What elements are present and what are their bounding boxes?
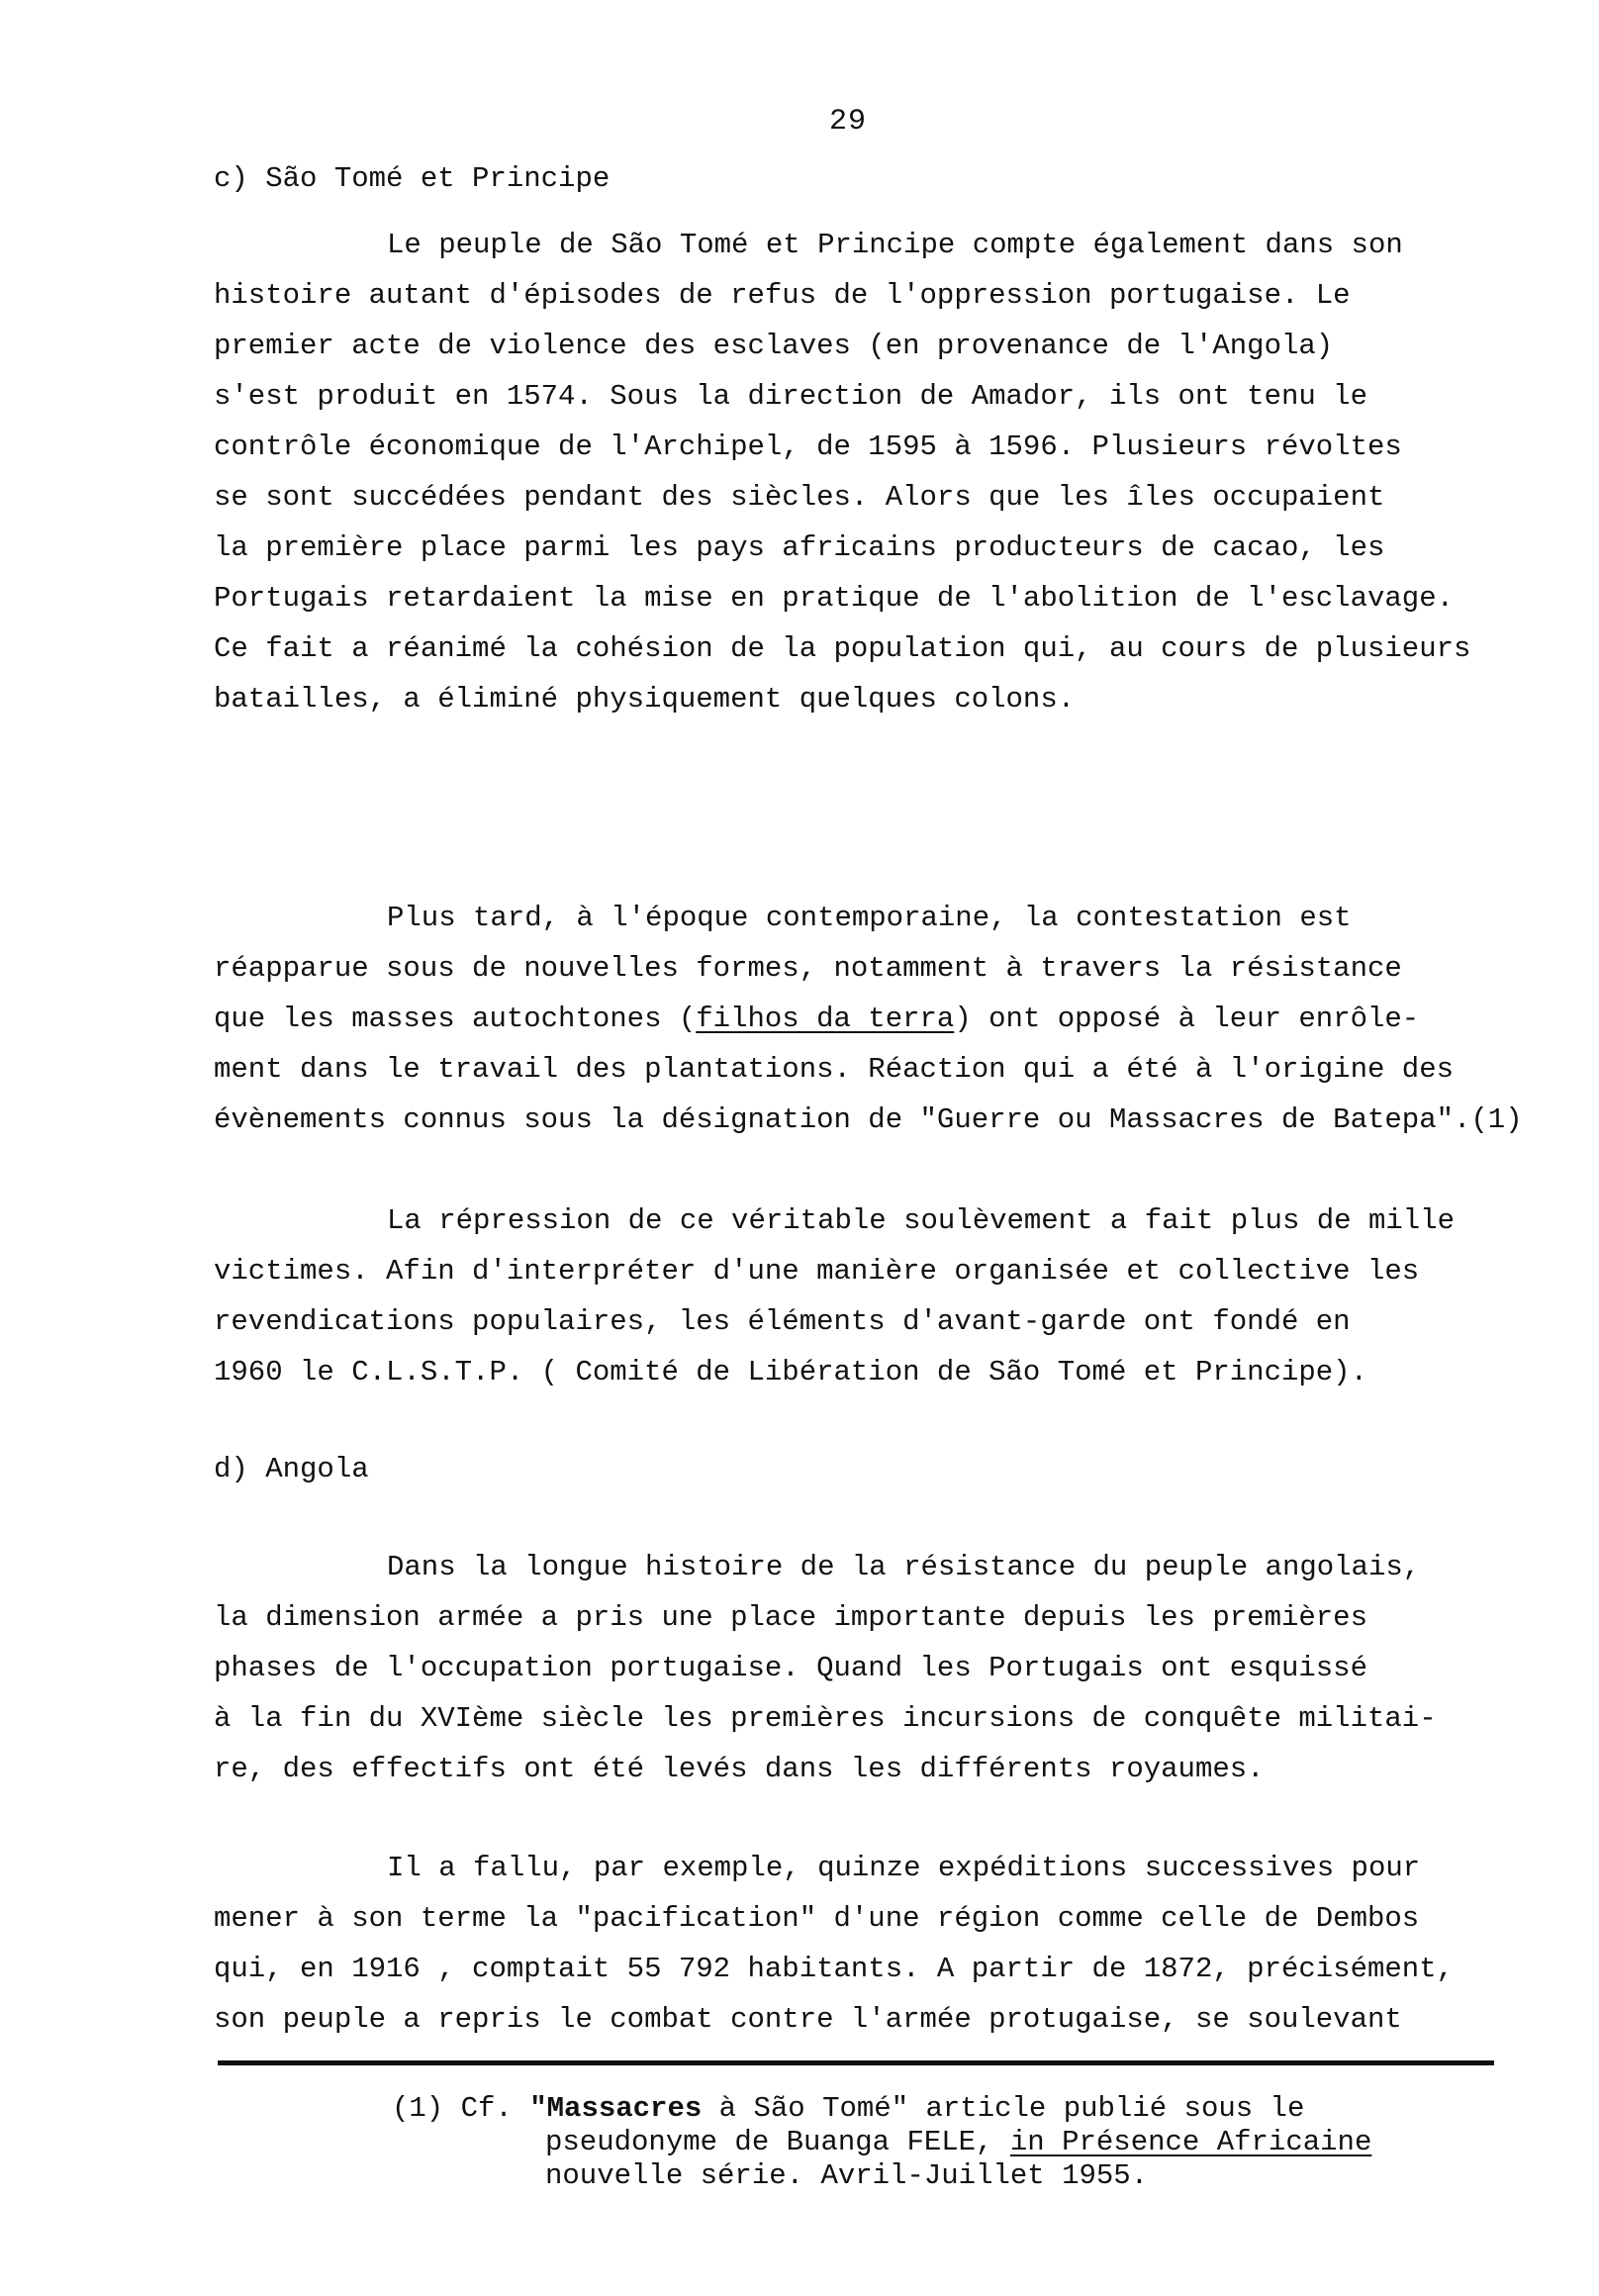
text-line: la dimension armée a pris une place importante depuis les premières: [214, 1601, 1367, 1634]
text-line: évènements connus sous la désignation de "Guerre ou Massacres de Batepa".(1): [214, 1103, 1523, 1136]
footnote-marker: (1) Cf.: [392, 2092, 513, 2125]
text-line: Ce fait a réanimé la cohésion de la population qui, au cours de plusieurs: [214, 632, 1471, 665]
text-line: 1960 le C.L.S.T.P. ( Comité de Libération de São Tomé et Principe).: [214, 1356, 1367, 1388]
text-line: [214, 994, 1500, 1044]
footnote-publication: in Présence Africaine: [1009, 2126, 1372, 2158]
text-line: Le peuple de São Tomé et Principe compte également dans son: [387, 229, 1403, 261]
text-line: contrôle économique de l'Archipel, de 1595 à 1596. Plusieurs révoltes: [214, 430, 1402, 463]
footnote-line: [392, 2092, 1371, 2126]
section-heading-angola: d) Angola: [214, 1453, 369, 1485]
footnote-line: [392, 2126, 1371, 2159]
text-line: mener à son terme la "pacification" d'une région comme celle de Dembos: [214, 1902, 1420, 1935]
text-line: revendications populaires, les éléments d'avant-garde ont fondé en: [214, 1305, 1351, 1338]
footnote-text: à São Tomé" article publié sous le: [702, 2092, 1305, 2125]
text-line: histoire autant d'épisodes de refus de l'oppression portugaise. Le: [214, 279, 1351, 312]
footnote: [392, 2092, 1371, 2193]
text-line: se sont succédées pendant des siècles. Alors que les îles occupaient: [214, 481, 1385, 514]
text-line: phases de l'occupation portugaise. Quand les Portugais ont esquissé: [214, 1652, 1367, 1684]
text-line: qui, en 1916 , comptait 55 792 habitants. A partir de 1872, précisément,: [214, 1953, 1455, 1985]
text-segment: que les masses autochtones (: [214, 1003, 697, 1035]
section-heading-sao-tome: c) São Tomé et Principe: [214, 162, 611, 195]
paragraph-sao-tome-history: [214, 220, 1500, 724]
footnote-text: pseudonyme de Buanga FELE,: [545, 2126, 1010, 2158]
paragraph-contemporary-contestation: [214, 893, 1523, 1145]
footnote-bold-word: "Massacres: [529, 2092, 703, 2125]
text-line: re, des effectifs ont été levés dans les différents royaumes.: [214, 1753, 1265, 1785]
text-line: la première place parmi les pays africains producteurs de cacao, les: [214, 531, 1385, 564]
text-line: ment dans le travail des plantations. Réaction qui a été à l'origine des: [214, 1053, 1455, 1086]
footnote-line: nouvelle série. Avril-Juillet 1955.: [545, 2159, 1149, 2192]
text-line: batailles, a éliminé physiquement quelques colons.: [214, 683, 1076, 716]
text-line: Il a fallu, par exemple, quinze expéditions successives pour: [387, 1852, 1421, 1884]
text-line: à la fin du XVIème siècle les premières incursions de conquête militai-: [214, 1702, 1437, 1735]
underlined-term: filhos da terra: [696, 1003, 955, 1035]
footnote-separator: [218, 2060, 1494, 2065]
text-line: s'est produit en 1574. Sous la direction de Amador, ils ont tenu le: [214, 380, 1367, 413]
text-line: Plus tard, à l'époque contemporaine, la contestation est: [387, 902, 1352, 934]
page-number: 29: [829, 105, 868, 139]
paragraph-angola-resistance: [214, 1542, 1500, 1794]
text-line: réapparue sous de nouvelles formes, notamment à travers la résistance: [214, 952, 1402, 985]
text-line: son peuple a repris le combat contre l'armée protugaise, se soulevant: [214, 2003, 1402, 2036]
text-line: Portugais retardaient la mise en pratique de l'abolition de l'esclavage.: [214, 582, 1455, 615]
text-line: victimes. Afin d'interpréter d'une manière organisée et collective les: [214, 1255, 1420, 1288]
text-segment: ) ont opposé à leur enrôle-: [954, 1003, 1420, 1035]
paragraph-dembos-pacification: [214, 1843, 1500, 2045]
paragraph-repression: [214, 1196, 1500, 1397]
text-line: premier acte de violence des esclaves (en provenance de l'Angola): [214, 330, 1334, 362]
text-line: Dans la longue histoire de la résistance du peuple angolais,: [387, 1551, 1421, 1583]
text-line: La répression de ce véritable soulèvement a fait plus de mille: [387, 1204, 1455, 1237]
